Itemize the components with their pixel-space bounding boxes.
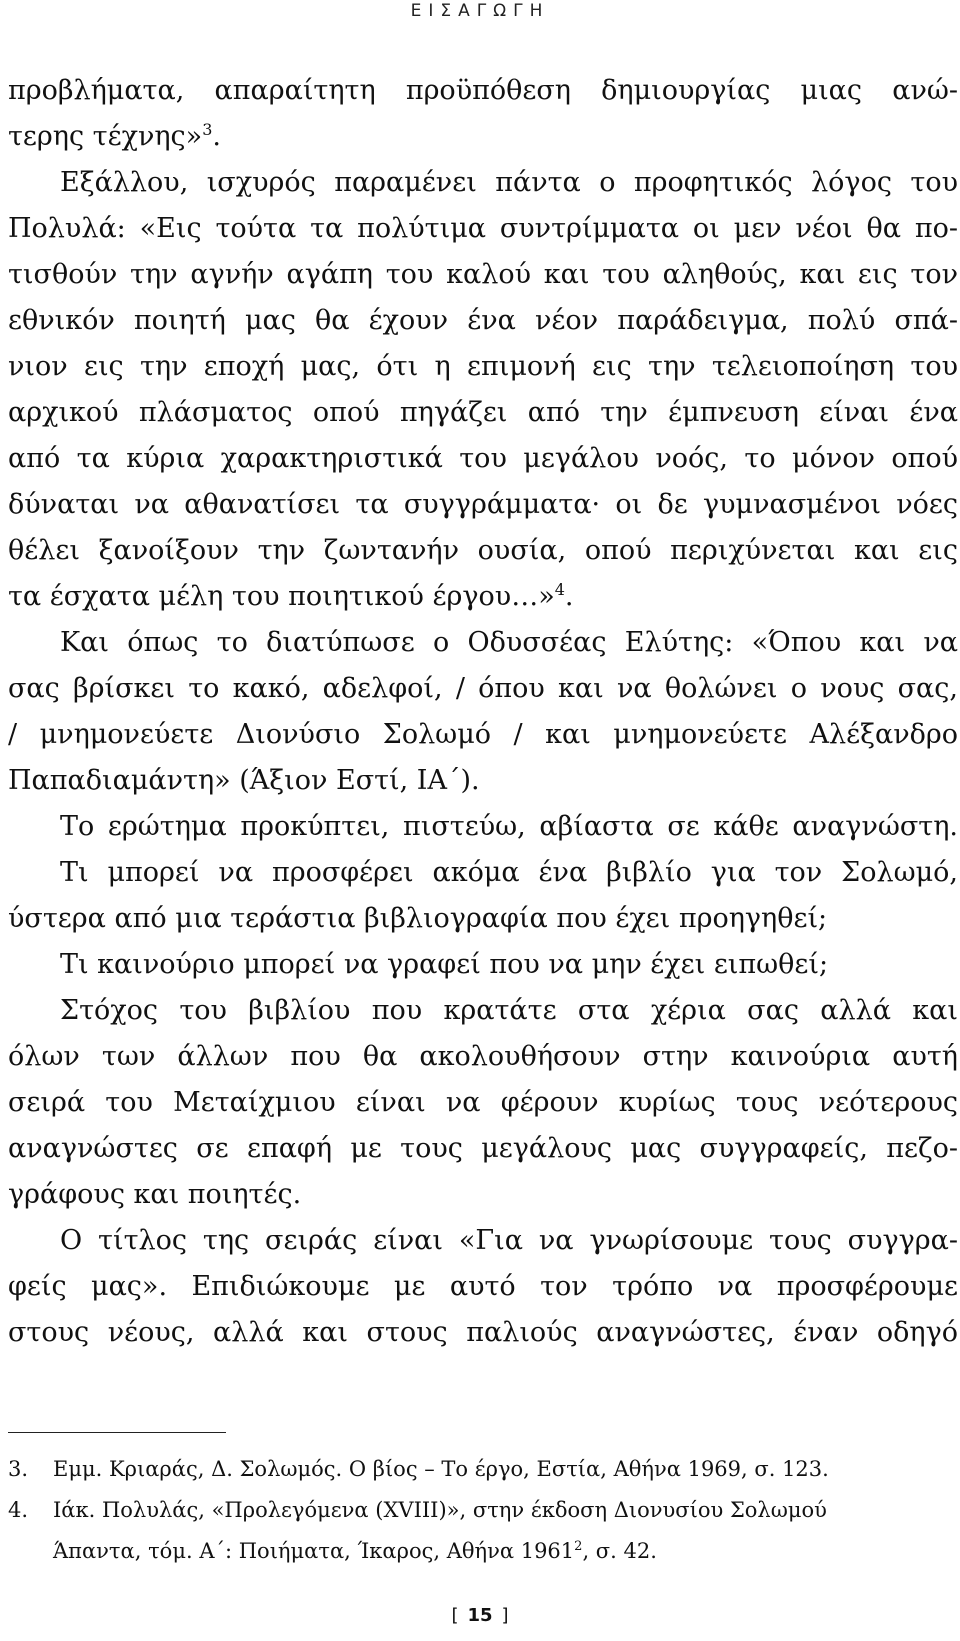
text-line: Ο τίτλος της σειράς είναι «Για να γνωρίσουμε τους συγγρα- bbox=[60, 1225, 958, 1256]
running-head: ΕΙΣΑΓΩΓΗ bbox=[410, 1, 550, 21]
text-line: φείς μας». Επιδιώκουμε με αυτό τον τρόπο να προσφέρουμε bbox=[8, 1271, 958, 1302]
page-number: [ 15 ] bbox=[451, 1605, 509, 1626]
text-line: γράφους και ποιητές. bbox=[8, 1179, 302, 1210]
body-text bbox=[8, 68, 958, 1356]
text-line: Παπαδιαμάντη» (Άξιον Εστί, ΙΑ΄). bbox=[8, 765, 480, 796]
footnote-text: Ιάκ. Πολυλάς, «Προλεγόμενα (XVIII)», στην έκδοση Διονυσίου Σολωμού bbox=[53, 1498, 827, 1522]
text-line: τα έσχατα μέλη του ποιητικού έργου…»$^4$. bbox=[8, 580, 574, 612]
text-line: Στόχος του βιβλίου που κρατάτε στα χέρια σας αλλά και bbox=[60, 995, 958, 1026]
footnote-text: Εμμ. Κριαράς, Δ. Σολωμός. Ο βίος – Το έργο, Εστία, Αθήνα 1969, σ. 123. bbox=[53, 1457, 829, 1481]
text-line: από τα κύρια χαρακτηριστικά του μεγάλου νοός, το μόνον οπού bbox=[8, 443, 958, 474]
text-line: δύναται να αθανατίσει τα συγγράμματα· οι δε γυμνασμένοι νόες bbox=[8, 489, 958, 520]
text-line: ύστερα από μια τεράστια βιβλιογραφία που έχει προηγηθεί; bbox=[8, 903, 828, 934]
footnote-4-continued: Άπαντα, τόμ. Α΄: Ποιήματα, Ίκαρος, Αθήνα 1961$^2$, σ. 42. bbox=[53, 1539, 657, 1563]
text-line: Και όπως το διατύπωσε ο Οδυσσέας Ελύτης: «Όπου και να bbox=[60, 627, 958, 658]
text-line: σειρά του Μεταίχμιου είναι να φέρουν κυρίως τους νεότερους bbox=[8, 1087, 958, 1118]
text-line: Το ερώτημα προκύπτει, πιστεύω, αβίαστα σε κάθε αναγνώστη. bbox=[60, 811, 958, 842]
footnote-3 bbox=[8, 1449, 958, 1490]
page-number-value: 15 bbox=[467, 1605, 493, 1626]
text-line: Τι μπορεί να προσφέρει ακόμα ένα βιβλίο για τον Σολωμό, bbox=[60, 857, 958, 888]
text-line: / μνημονεύετε Διονύσιο Σολωμό / και μνημονεύετε Αλέξανδρο bbox=[8, 719, 958, 750]
text-line: νιον εις την εποχή μας, ότι η επιμονή εις την τελειοποίηση του bbox=[8, 351, 958, 382]
text-line: Τι καινούριο μπορεί να γραφεί που να μην έχει ειπωθεί; bbox=[60, 949, 829, 980]
footnote-number: 4. bbox=[8, 1498, 29, 1522]
footnote-ref-3[interactable]: 3 bbox=[202, 120, 213, 139]
edition-superscript: 2 bbox=[574, 1539, 583, 1554]
footnotes bbox=[8, 1449, 958, 1572]
footnote-ref-4[interactable]: 4 bbox=[554, 580, 565, 599]
footnote-number: 3. bbox=[8, 1457, 29, 1481]
text-line: αρχικού πλάσματος οπού πηγάζει από την έμπνευση είναι ένα bbox=[8, 397, 958, 428]
text-line: Πολυλά: «Εις τούτα τα πολύτιμα συντρίμματα οι μεν νέοι θα πο- bbox=[8, 213, 958, 244]
text-line: στους νέους, αλλά και στους παλιούς αναγνώστες, έναν οδηγό bbox=[8, 1317, 958, 1348]
text-line: Εξάλλου, ισχυρός παραμένει πάντα ο προφητικός λόγος του bbox=[60, 167, 958, 198]
text-line: τερης τέχνης»$^3$. bbox=[8, 120, 221, 152]
footnote-text: Άπαντα, τόμ. Α΄: Ποιήματα, Ίκαρος, Αθήνα 1961 bbox=[53, 1539, 575, 1563]
text-line: θέλει ξανοίξουν την ζωντανήν ουσία, οπού περιχύνεται και εις bbox=[8, 535, 958, 566]
text-line: σας βρίσκει το κακό, αδελφοί, / όπου και να θολώνει ο νους σας, bbox=[8, 673, 958, 704]
text-line: τισθούν την αγνήν αγάπη του καλού και του αληθούς, και εις τον bbox=[8, 259, 958, 290]
text-line: όλων των άλλων που θα ακολουθήσουν στην καινούρια αυτή bbox=[8, 1041, 958, 1072]
text-line: προβλήματα, απαραίτητη προϋπόθεση δημιουργίας μιας ανώ- bbox=[8, 75, 958, 106]
text-line: αναγνώστες σε επαφή με τους μεγάλους μας συγγραφείς, πεζο- bbox=[8, 1133, 958, 1164]
footnote-4 bbox=[8, 1490, 958, 1531]
footnote-divider bbox=[8, 1432, 226, 1433]
text-line: εθνικόν ποιητή μας θα έχουν ένα νέον παράδειγμα, πολύ σπά- bbox=[8, 305, 958, 336]
